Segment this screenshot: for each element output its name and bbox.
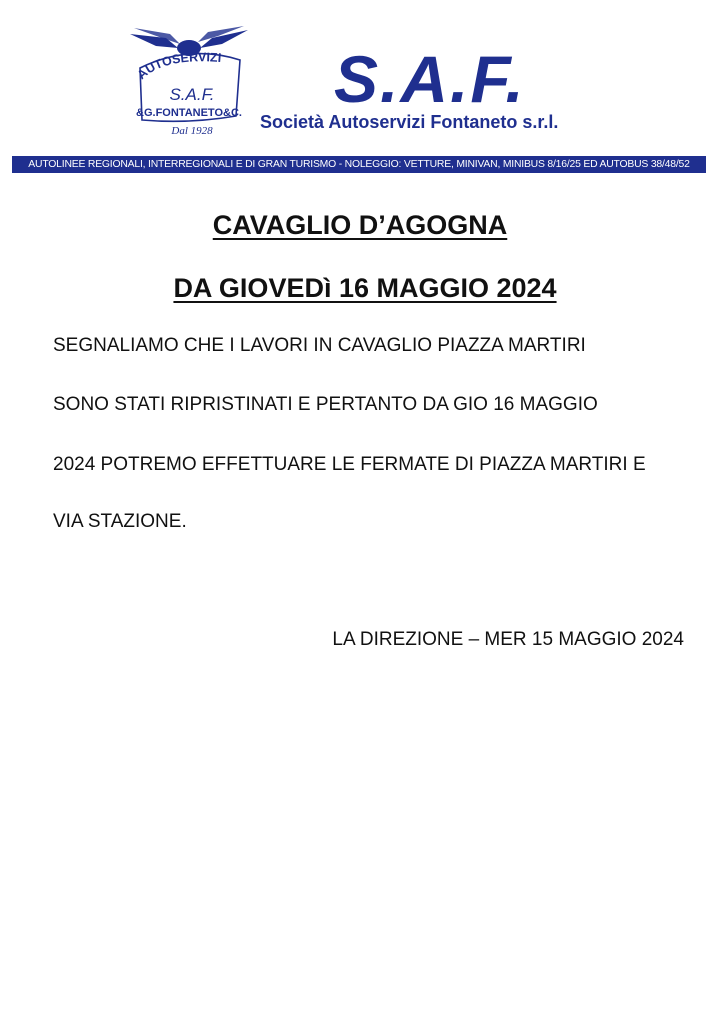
- notice-line: 2024 POTREMO EFFETTUARE LE FERMATE DI PIAZZA MARTIRI E: [53, 454, 646, 475]
- notice-line: SEGNALIAMO CHE I LAVORI IN CAVAGLIO PIAZZA MARTIRI: [53, 335, 586, 356]
- notice-line: SONO STATI RIPRISTINATI E PERTANTO DA GIO 16 MAGGIO: [53, 394, 598, 415]
- company-name: Società Autoservizi Fontaneto s.r.l.: [260, 112, 559, 132]
- letterhead: [0, 0, 720, 150]
- notice-signature: LA DIREZIONE – MER 15 MAGGIO 2024: [332, 629, 684, 650]
- notice-subtitle: DA GIOVEDì 16 MAGGIO 2024: [173, 273, 557, 303]
- services-banner: AUTOLINEE REGIONALI, INTERREGIONALI E DI GRAN TURISMO - NOLEGGIO: VETTURE, MINIVAN, MINIBUS 8/16/25 ED AUTOBUS 38/48/52: [12, 156, 706, 173]
- emblem-initials: S.A.F.: [169, 85, 215, 104]
- company-emblem-logo: [126, 24, 252, 140]
- emblem-arc-text: AUTOSERVIZI: [134, 50, 222, 83]
- emblem-owner: &G.FONTANETO&C.: [136, 107, 242, 119]
- svg-text:AUTOSERVIZI: [135, 50, 222, 82]
- brand-title: S.A.F.: [334, 42, 526, 116]
- notice-title: CAVAGLIO D’AGOGNA: [212, 210, 508, 240]
- emblem-since: Dal 1928: [171, 125, 213, 137]
- notice-line: VIA STAZIONE.: [53, 511, 187, 532]
